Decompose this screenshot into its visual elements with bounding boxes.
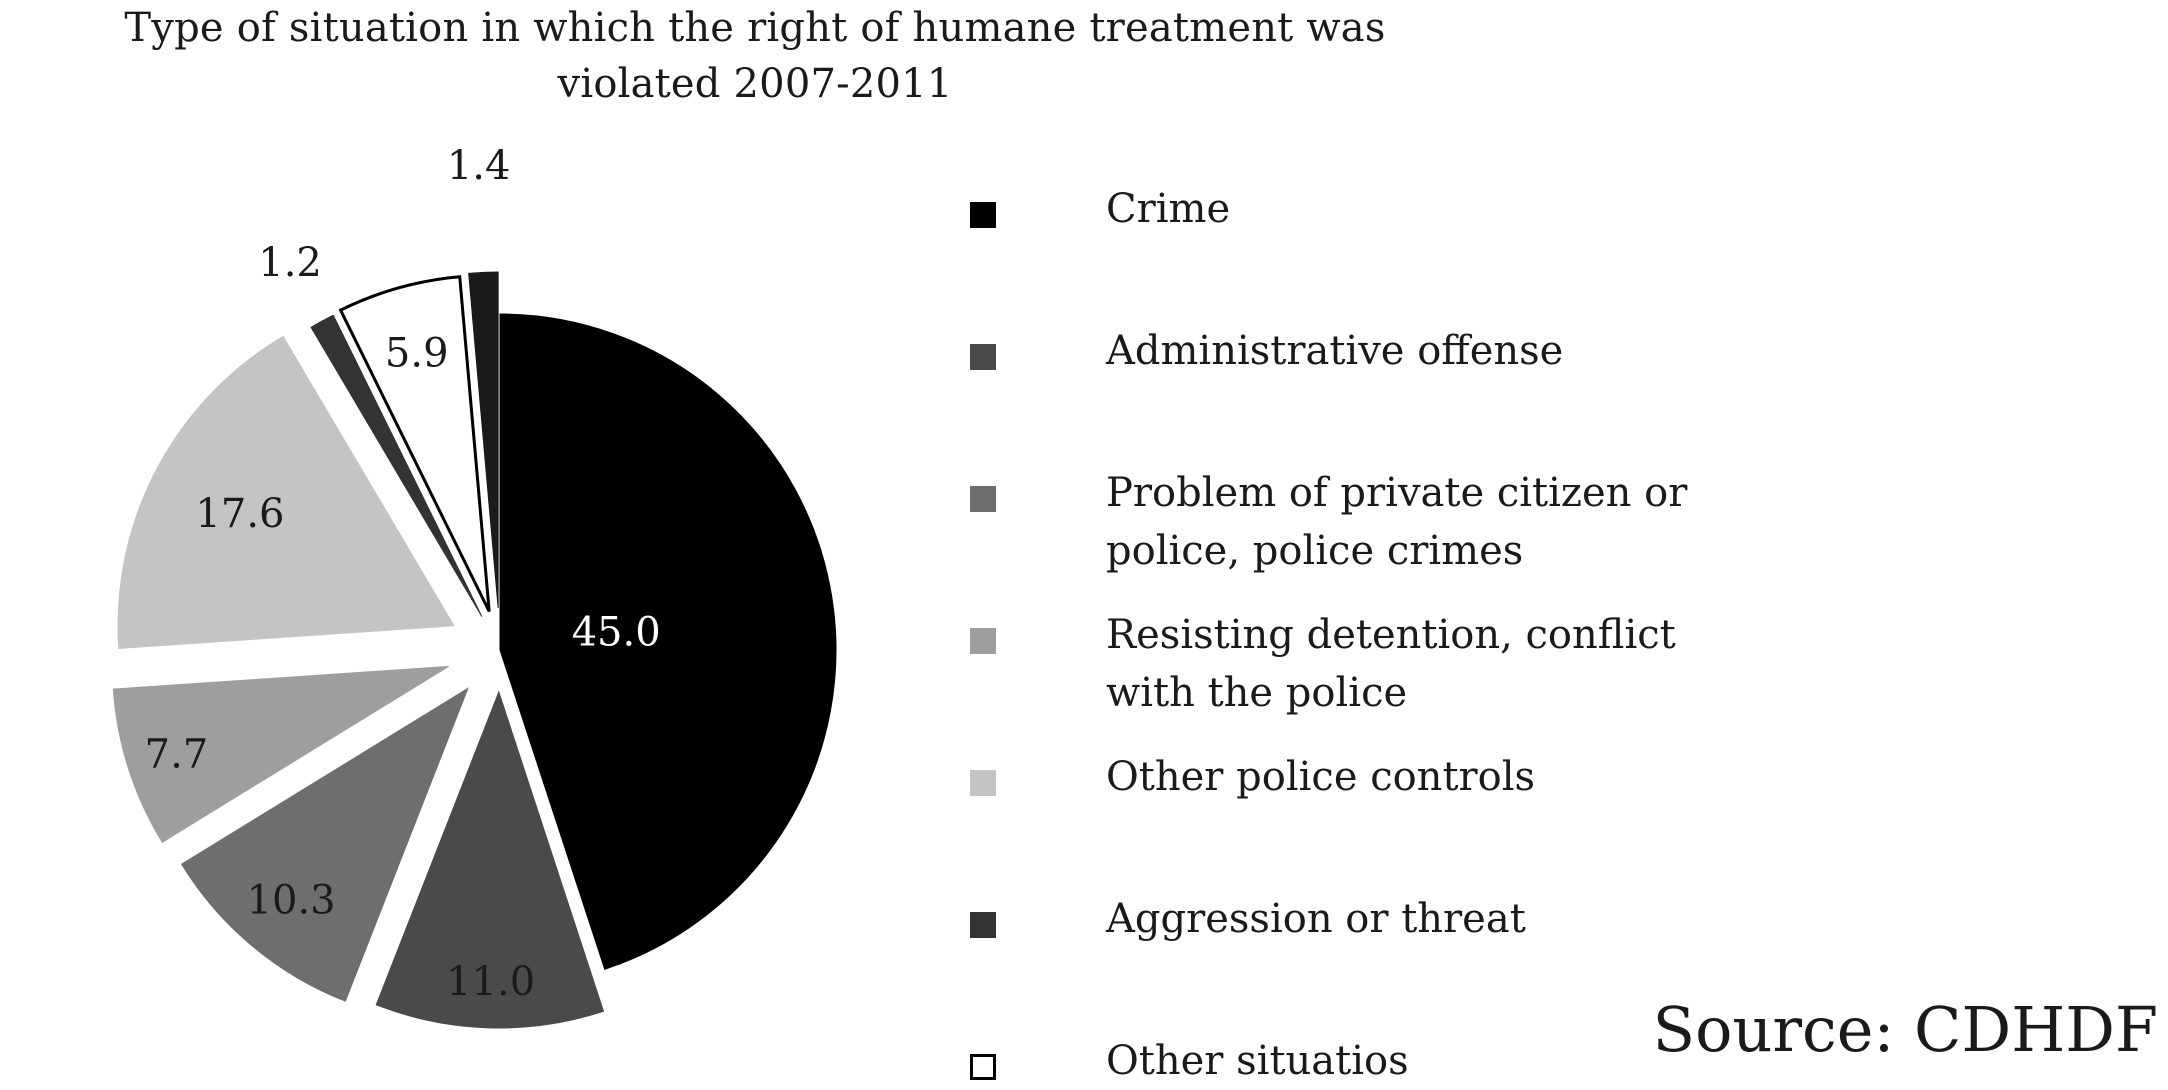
chart-title-line-1: Type of situation in which the right of humane treatment was [124, 5, 1386, 51]
legend-label-2: Problem of private citizen or police, police crimes [1106, 470, 1688, 574]
legend-item-4 [970, 748, 1706, 806]
legend-swatch-3 [970, 628, 996, 654]
legend-swatch-0 [970, 202, 996, 228]
legend-swatch-2 [970, 486, 996, 512]
legend-label-0: Crime [1106, 186, 1231, 232]
legend-item-2 [970, 464, 1706, 580]
slice-label-0: 45.0 [571, 609, 661, 656]
slice-label-1: 11.0 [446, 958, 536, 1005]
legend-item-0 [970, 180, 1706, 238]
legend-label-6: Other situatios [1106, 1038, 1409, 1084]
pie-chart [0, 0, 1000, 1078]
legend-label-3: Resisting detention, conflict with the police [1106, 612, 1676, 716]
legend-label-1: Administrative offense [1106, 328, 1564, 374]
chart-title-line-2: violated 2007-2011 [557, 61, 953, 107]
legend-item-5 [970, 890, 1706, 948]
slice-label-4: 17.6 [195, 491, 285, 538]
slice-label-2: 10.3 [246, 877, 336, 924]
legend-swatch-4 [970, 770, 996, 796]
slice-label-6: 5.9 [384, 330, 449, 377]
legend-label-4: Other police controls [1106, 754, 1536, 800]
legend-item-6 [970, 1032, 1706, 1090]
legend-item-3 [970, 606, 1706, 722]
slice-label-3: 7.7 [144, 731, 209, 778]
source-note: Source: CDHDF [1652, 993, 2158, 1066]
legend-item-1 [970, 322, 1706, 380]
slice-label-7: 1.4 [446, 142, 511, 189]
legend-label-5: Aggression or threat [1106, 896, 1526, 942]
legend-swatch-6 [970, 1054, 996, 1080]
legend-swatch-5 [970, 912, 996, 938]
slice-label-5: 1.2 [258, 239, 322, 286]
legend-swatch-1 [970, 344, 996, 370]
